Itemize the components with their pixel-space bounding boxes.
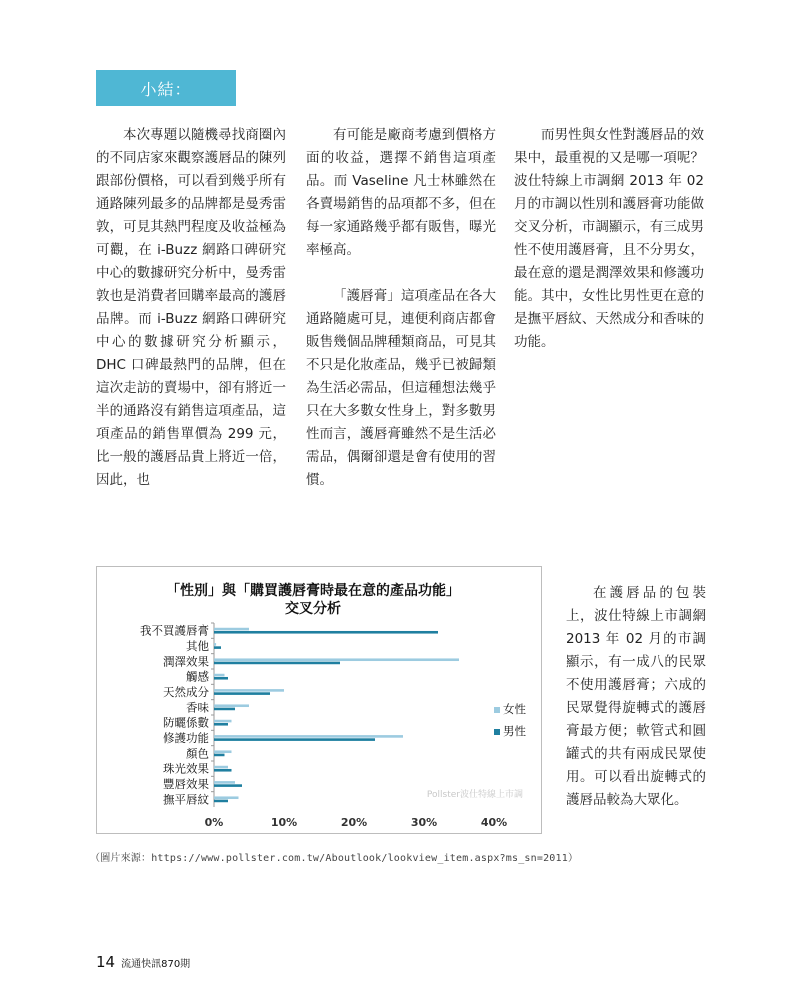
article-column-1	[96, 124, 286, 492]
page-number: 14	[96, 953, 116, 971]
bar-female	[214, 735, 403, 738]
x-tick-label: 30%	[410, 816, 438, 829]
category-label: 觸感	[186, 669, 209, 684]
category-label: 我不買護唇膏	[140, 623, 209, 638]
legend-label: 女性	[503, 702, 526, 716]
category-label: 防曬係數	[163, 715, 209, 730]
chart-title: 「性別」與「購買護唇膏時最在意的產品功能」	[166, 583, 460, 599]
image-source-caption: （圖片來源：https://www.pollster.com.tw/Aboutlook/lookview_item.aspx?ms_sn=2011）	[90, 853, 579, 864]
chart-watermark: Pollster波仕特線上市調	[426, 790, 523, 800]
bar-male	[214, 754, 225, 757]
bar-male	[214, 769, 232, 772]
legend-swatch	[494, 729, 500, 735]
category-label: 豐唇效果	[163, 777, 209, 791]
bar-female	[214, 720, 232, 723]
gender-lip-balm-chart	[97, 567, 541, 833]
article-column-3	[514, 124, 704, 354]
bar-male	[214, 631, 438, 634]
page-footer	[96, 953, 190, 971]
bar-male	[214, 738, 375, 741]
category-label: 潤澤效果	[163, 654, 209, 669]
legend-swatch	[494, 707, 500, 713]
category-label: 其他	[186, 639, 209, 653]
paragraph: 本次專題以隨機尋找商圈內的不同店家來觀察護唇品的陳列跟部份價格，可以看到幾乎所有通路陳列最多的品牌都是曼秀雷敦，可見其熱門程度及收益極為可觀，在 i-Buzz 網路口碑研究中心的數據研究分析中，曼秀雷敦也是消費者回購率最高的護唇品牌。而 i-Buzz 網路口碑研究中心的數據研究分析顯示，DHC 口碑最熱門的品牌，但在這次走訪的賣場中，卻有將近一半的通路沒有銷售這項產品，這項產品的銷售單價為 299 元，比一般的護唇品貴上將近一倍，因此，也	[96, 127, 286, 488]
paragraph: 而男性與女性對護唇品的效果中，最重視的又是哪一項呢？波仕特線上市調網 2013 年 02 月的市調以性別和護唇膏功能做交叉分析，市調顯示，有三成男性不使用護唇膏，且不分男女，最在意的還是潤澤效果和修護功能。其中，女性比男性更在意的是撫平唇紋、天然成分和香味的功能。	[514, 127, 704, 350]
article-column-2	[306, 124, 496, 492]
chart-figure	[96, 566, 542, 834]
paragraph: 在護唇品的包裝上，波仕特線上市調網 2013 年 02 月的市調顯示，有一成八的民眾不使用護唇膏；六成的民眾覺得旋轉式的護唇膏最方便；軟管式和圓罐式的共有兩成民眾使用。可以看出旋轉式的護唇品較為大眾化。	[566, 585, 706, 808]
x-tick-label: 10%	[270, 816, 298, 829]
x-tick-label: 20%	[340, 816, 368, 829]
bar-female	[214, 750, 232, 753]
category-label: 香味	[186, 700, 209, 715]
category-label: 天然成分	[163, 685, 209, 699]
bar-female	[214, 689, 284, 692]
bar-female	[214, 643, 216, 646]
bar-male	[214, 800, 228, 803]
bar-female	[214, 674, 225, 677]
category-label: 撫平唇紋	[163, 792, 209, 807]
publication-name: 流通快訊870期	[121, 959, 191, 970]
bar-male	[214, 677, 228, 680]
paragraph: 「護唇膏」這項產品在各大通路隨處可見，連便利商店都會販售幾個品牌種類商品，可見其不只是化妝產品，幾乎已被歸類為生活必需品，但這種想法幾乎只在大多數女性身上，對多數男性而言，護唇膏雖然不是生活必需品，偶爾卻還是會有使用的習慣。	[306, 288, 496, 488]
side-paragraph	[566, 582, 706, 812]
bar-male	[214, 646, 221, 649]
legend-label: 男性	[503, 724, 526, 738]
section-tag: 小結：	[96, 70, 236, 106]
bar-female	[214, 781, 235, 784]
paragraph: 有可能是廠商考慮到價格方面的收益，選擇不銷售這項產品。而 Vaseline 凡士林雖然在各賣場銷售的品項都不多，但在每一家通路幾乎都有販售，曝光率極高。	[306, 127, 496, 258]
bar-male	[214, 723, 228, 726]
bar-male	[214, 708, 235, 711]
category-label: 珠光效果	[163, 761, 209, 776]
bar-male	[214, 784, 242, 787]
bar-female	[214, 766, 228, 769]
x-tick-label: 0%	[204, 816, 224, 829]
bar-male	[214, 692, 270, 695]
category-label: 顏色	[186, 746, 209, 761]
bar-female	[214, 658, 459, 661]
bar-female	[214, 704, 249, 707]
chart-subtitle: 交叉分析	[285, 601, 341, 617]
category-label: 修護功能	[163, 731, 209, 745]
bar-female	[214, 628, 249, 631]
bar-male	[214, 662, 340, 665]
bar-female	[214, 796, 239, 799]
x-tick-label: 40%	[480, 816, 508, 829]
